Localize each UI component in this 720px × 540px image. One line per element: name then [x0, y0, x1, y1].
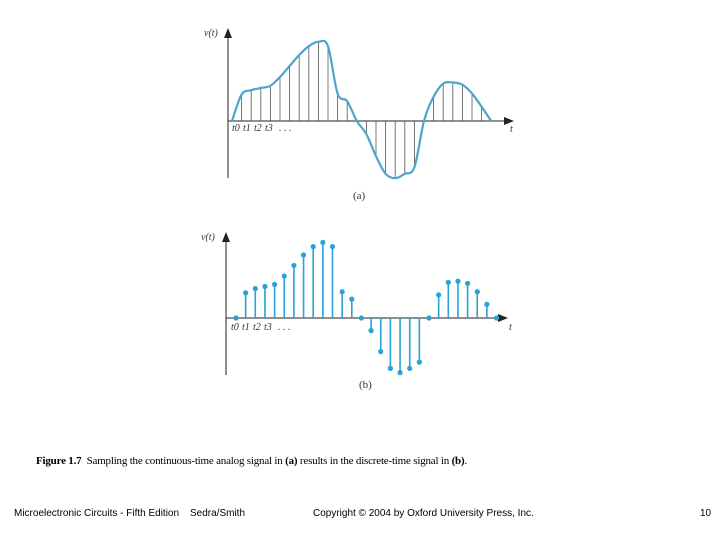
stem-point-27 [494, 315, 499, 320]
figure-a-tick-t1: t1 [243, 123, 251, 134]
stem-point-16 [388, 366, 393, 371]
caption-text-1: Sampling the continuous-time analog signal in [86, 455, 286, 467]
figure-a-tick-ellipsis: . . . [279, 123, 292, 134]
stem-point-8 [311, 244, 316, 249]
stem-point-10 [330, 244, 335, 249]
caption-ref-b: (b) [451, 455, 465, 467]
figure-b-part-label: (b) [359, 379, 372, 391]
figure-a-y-arrow [224, 28, 232, 38]
figure-b-x-label: t [509, 322, 512, 333]
caption-text-3: . [464, 455, 468, 467]
figure-a-part-label: (a) [353, 190, 366, 202]
stem-point-13 [359, 315, 364, 320]
stem-point-1 [243, 290, 248, 295]
footer-authors: Sedra/Smith [190, 508, 246, 519]
stem-point-4 [272, 282, 277, 287]
figure-a-sample-lines [242, 42, 482, 178]
stem-point-18 [407, 366, 412, 371]
stem-point-25 [475, 289, 480, 294]
stem-point-21 [436, 292, 441, 297]
figure-caption [36, 455, 467, 467]
figure-b-stem-plot [233, 240, 499, 375]
stem-point-17 [397, 370, 402, 375]
figure-b [201, 232, 512, 391]
figure-a-y-label: v(t) [204, 28, 218, 39]
stem-point-26 [484, 302, 489, 307]
stem-point-20 [426, 315, 431, 320]
figure-b-y-label: v(t) [201, 232, 215, 243]
stem-point-23 [455, 279, 460, 284]
stem-point-14 [369, 328, 374, 333]
caption-ref-a: (a) [285, 455, 298, 467]
figure-a-tick-t0: t0 [232, 123, 240, 134]
figure-b-x-arrow [498, 314, 508, 322]
figure-a-tick-t3: t3 [265, 123, 273, 134]
caption-figure-number: Figure 1.7 [36, 455, 82, 467]
stem-point-22 [446, 280, 451, 285]
stem-point-12 [349, 297, 354, 302]
figure-a-signal-curve [232, 41, 491, 178]
footer-page-number: 10 [700, 508, 712, 519]
stem-point-9 [320, 240, 325, 245]
caption-text-2: results in the discrete-time signal in [297, 455, 452, 467]
figure-b-tick-ellipsis: . . . [278, 322, 291, 333]
footer-book-title: Microelectronic Circuits - Fifth Edition [14, 508, 180, 519]
stem-point-6 [291, 263, 296, 268]
stem-point-7 [301, 252, 306, 257]
footer-copyright: Copyright © 2004 by Oxford University Press, Inc. [313, 508, 534, 519]
figure-b-tick-t0: t0 [231, 322, 239, 333]
figure-a-tick-t2: t2 [254, 123, 262, 134]
figure-a-x-label: t [510, 124, 513, 135]
figure-b-tick-t2: t2 [253, 322, 261, 333]
stem-point-2 [253, 286, 258, 291]
stem-point-19 [417, 360, 422, 365]
stem-point-11 [340, 289, 345, 294]
stem-point-15 [378, 349, 383, 354]
figure-a [204, 28, 514, 202]
stem-point-3 [262, 284, 267, 289]
figure-b-tick-t3: t3 [264, 322, 272, 333]
figure-b-tick-t1: t1 [242, 322, 250, 333]
stem-point-5 [282, 273, 287, 278]
stem-point-24 [465, 281, 470, 286]
stem-point-0 [233, 315, 238, 320]
figure-b-y-arrow [222, 232, 230, 242]
